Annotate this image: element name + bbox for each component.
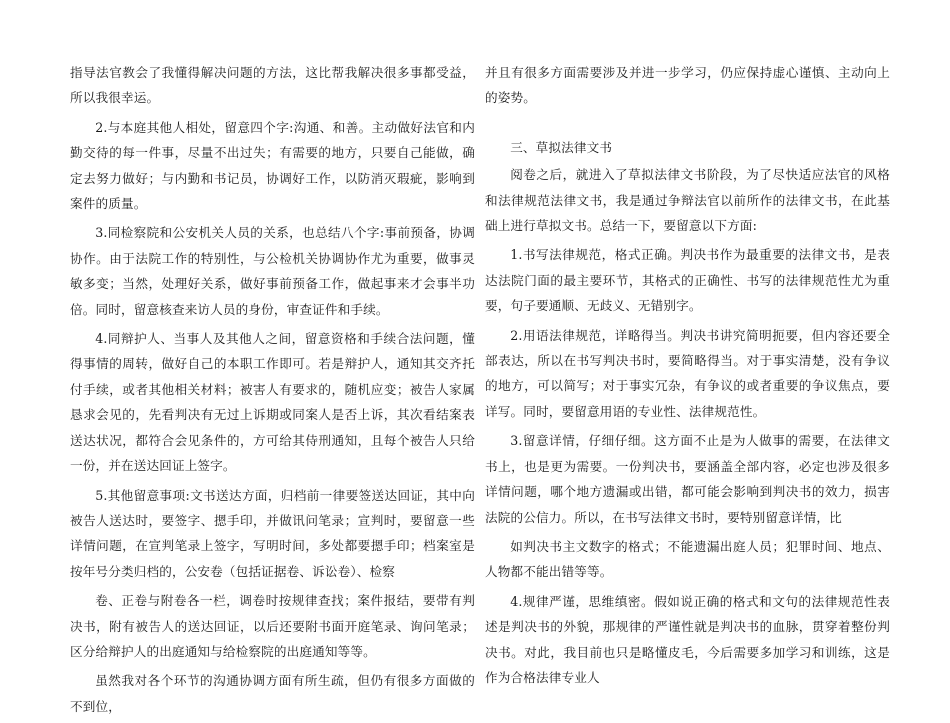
paragraph: 虽然我对各个环节的沟通协调方面有所生疏，但仍有很多方面做的不到位， xyxy=(70,673,475,714)
paragraph: 如判决书主文数字的格式；不能遗漏出庭人员；犯罪时间、地点、人物都不能出错等等。 xyxy=(485,538,890,580)
right-column xyxy=(485,60,890,694)
paragraph: 2.与本庭其他人相处，留意四个字:沟通、和善。主动做好法官和内勤交待的每一件事，尽量不出过失；有需要的地方，只要自己能做，确定去努力做好；与内勤和书记员，协调好工作，以防消灭瑕疵，影响到案件的质量。 xyxy=(70,119,475,212)
paragraph: 2.用语法律规范，详略得当。判决书讲究简明扼要，但内容还要全部表达，所以在书写判决书时，要简略得当。对于事实清楚，没有争议的地方，可以简写；对于事实冗杂，有争议的或者重要的争议焦点，要详写。同时，要留意用语的专业性、法律规范性。 xyxy=(485,327,890,419)
blank-line xyxy=(485,115,890,135)
paragraph: 4.规律严谨，思维缜密。假如说正确的格式和文句的法律规范性表述是判决书的外貌，那规律的严谨性就是判决书的血脉，贯穿着整份判决书。对此，我目前也只是略懂皮毛，今后需要多加学习和训练，这是作为合格法律专业人 xyxy=(485,593,890,685)
paragraph: 5.其他留意事项:文书送达方面，归档前一律要签送达回证，其中向被告人送达时，要签字、摁手印，并做讯问笔录；宣判时，要留意一些详情问题，在宣判笔录上签字，写明时间，多处都要摁手印；档案室是按年号分类归档的，公安卷（包括证据卷、诉讼卷）、检察 xyxy=(70,487,475,579)
paragraph: 1.书写法律规范，格式正确。判决书作为最重要的法律文书，是表达法院门面的最主要环节，其格式的正确性、书写的法律规范性尤为重要，句子要通顺、无歧义、无错别字。 xyxy=(485,247,890,314)
left-column xyxy=(70,60,475,723)
paragraph: 卷、正卷与附卷各一栏，调卷时按规律查找；案件报结，要带有判决书，附有被告人的送达回证，以后还要附书面开庭笔录、询问笔录；区分给辩护人的出庭通知与给检察院的出庭通知等等。 xyxy=(70,593,475,659)
paragraph: 4.同辩护人、当事人及其他人之间，留意资格和手续合法问题，懂得事情的周转，做好自己的本职工作即可。若是辩护人，通知其交齐托付手续，或者其他相关材料；被害人有要求的，随机应变；被告人家属恳求会见的，先看判决有无过上诉期或同案人是否上诉，其次看结案表送达状况，都符合会见条件的，方可给其侍刑通知，且每个被告人只给一份，并在送达回证上签字。 xyxy=(70,331,475,474)
paragraph: 指导法官教会了我懂得解决问题的方法，这比帮我解决很多事都受益，所以我很幸运。 xyxy=(70,65,475,106)
section-heading: 三、草拟法律文书 xyxy=(510,139,613,155)
paragraph: 阅卷之后，就进入了草拟法律文书阶段，为了尽快适应法官的风格和法律规范法律文书，我是通过争辩法官以前所作的法律文书，在此基础上进行草拟文书。总结一下，要留意以下方面: xyxy=(485,167,890,234)
paragraph: 3.同检察院和公安机关人员的关系，也总结八个字:事前预备，协调协作。由于法院工作的特别性，与公检机关协调协作尤为重要，做事灵敏多变；当然，处理好关系，做好事前预备工作，做起事来才会事半功倍。同时，留意核查来访人员的身份，审查证件和手续。 xyxy=(70,225,475,317)
paragraph: 3.留意详情，仔细仔细。这方面不止是为人做事的需要，在法律文书上，也是更为需要。一份判决书，要涵盖全部内容，必定也涉及很多详情问题，哪个地方遗漏或出错，都可能会影响到判决书的效力，损害法院的公信力。所以，在书写法律文书时，要特别留意详情，比 xyxy=(485,433,890,525)
paragraph: 并且有很多方面需要涉及并进一步学习，仍应保持虚心谨慎、主动向上的姿势。 xyxy=(485,65,890,106)
